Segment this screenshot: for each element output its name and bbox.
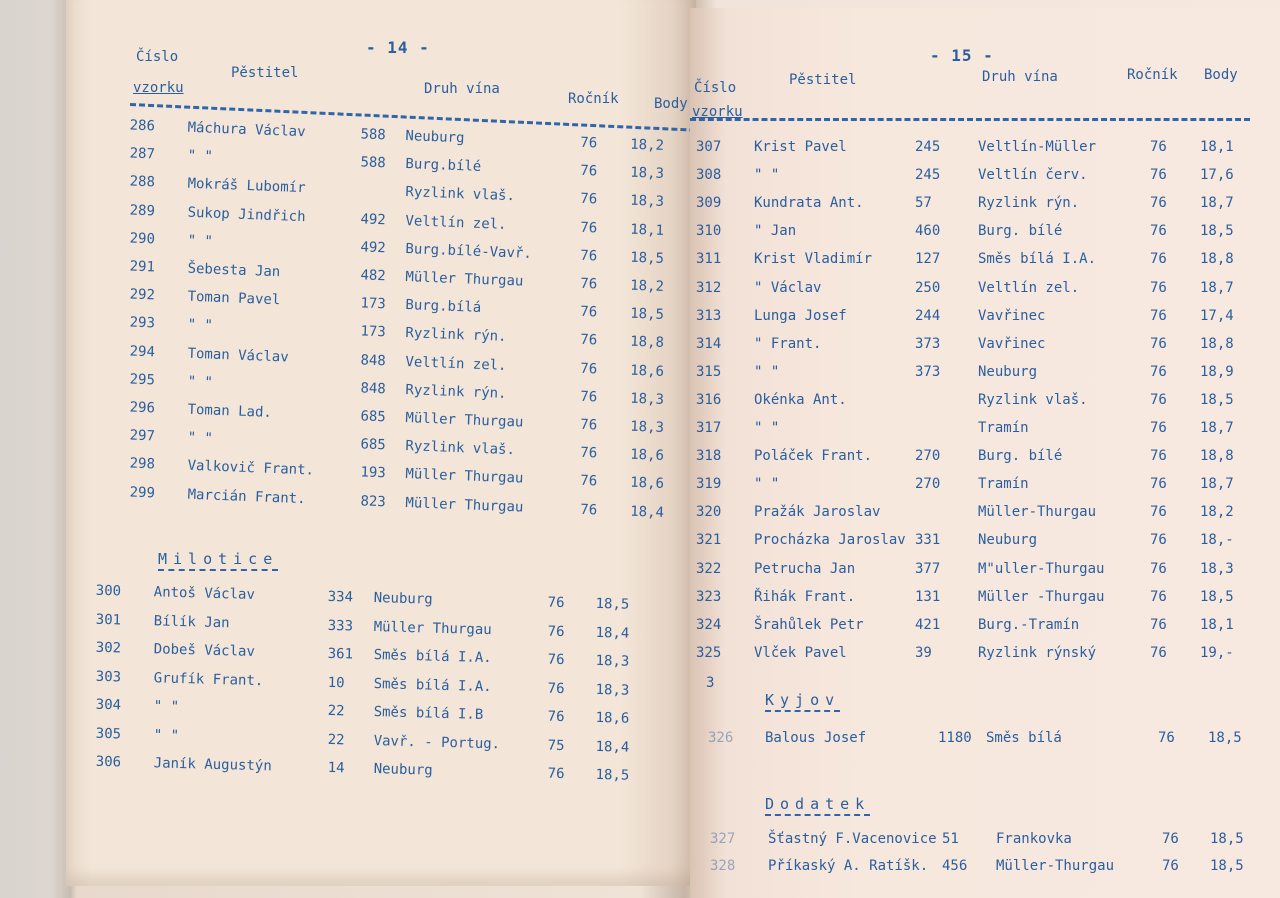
sample-number: 302 — [95, 639, 122, 657]
sample-number: 323 — [696, 588, 722, 605]
sample-number: 296 — [129, 399, 156, 417]
vineyard-number: 173 — [360, 295, 387, 313]
wine-variety: Burg.bílá — [405, 297, 482, 317]
grower-name: Petrucha Jan — [754, 560, 856, 577]
grower-name: " " — [754, 363, 780, 380]
grower-name: Lunga Josef — [754, 307, 847, 324]
wine-variety: Neuburg — [373, 761, 433, 779]
score: 18,7 — [1200, 420, 1234, 436]
vineyard-number: 492 — [360, 239, 387, 257]
grower-name: " Frant. — [754, 335, 822, 352]
header-vzorku: vzorku — [133, 80, 184, 96]
sample-number: 313 — [696, 307, 722, 324]
sample-number: 300 — [95, 582, 122, 600]
score: 18,5 — [629, 305, 665, 324]
wine-variety: Burg.bílé — [405, 156, 482, 176]
stray-mark: 3 — [706, 675, 715, 691]
vineyard-number: 39 — [915, 644, 932, 661]
wine-variety: Burg. bílé — [978, 448, 1063, 465]
grower-name: " " — [187, 147, 214, 165]
grower-name: Máchura Václav — [187, 119, 306, 141]
wine-variety: Vavřinec — [978, 307, 1046, 324]
wine-variety: Veltlín zel. — [978, 279, 1080, 296]
vintage-year: 76 — [580, 501, 598, 518]
vintage-year: 76 — [580, 360, 598, 377]
score: 18,5 — [1200, 391, 1234, 408]
grower-name: Šťastný F.Vacenovice — [768, 831, 937, 847]
vineyard-number: 244 — [915, 307, 941, 324]
vintage-year: 76 — [1150, 167, 1167, 184]
score: 18,5 — [1210, 858, 1244, 874]
score: 18,6 — [595, 709, 630, 727]
header-pestitel: Pěstitel — [789, 72, 857, 88]
grower-name: " " — [187, 373, 214, 391]
score: 18,8 — [629, 334, 665, 352]
vineyard-number: 51 — [942, 831, 959, 847]
wine-variety: Müller Thurgau — [405, 466, 524, 487]
header-body: Body — [1204, 67, 1238, 83]
wine-variety: Frankovka — [996, 831, 1072, 847]
wine-variety: Müller-Thurgau — [978, 504, 1097, 521]
sample-number: 314 — [696, 335, 722, 352]
grower-name: Antoš Václav — [153, 584, 256, 603]
vintage-year: 76 — [1162, 858, 1179, 874]
table-row — [66, 639, 686, 670]
wine-variety: Veltlín zel. — [405, 353, 507, 374]
score: 18,7 — [1200, 195, 1234, 212]
sample-number: 297 — [129, 427, 156, 445]
grower-name: " " — [187, 317, 214, 335]
sample-number: 309 — [696, 195, 722, 212]
grower-name: Kundrata Ant. — [754, 195, 864, 212]
wine-variety: Směs bílá I.A. — [373, 675, 492, 695]
vineyard-number: 14 — [327, 759, 345, 777]
score: 18,3 — [629, 193, 665, 211]
sample-number: 307 — [696, 139, 722, 155]
grower-name: Pražák Jaroslav — [754, 504, 881, 521]
vintage-year: 76 — [547, 594, 565, 612]
section-title-milotice: Milotice — [158, 550, 278, 571]
vineyard-number: 333 — [327, 617, 354, 635]
wine-variety: M"uller-Thurgau — [978, 560, 1105, 577]
sample-number: 326 — [708, 730, 734, 746]
wine-variety: Müller -Thurgau — [978, 588, 1105, 605]
vintage-year: 76 — [1150, 363, 1167, 380]
sample-number: 316 — [696, 391, 722, 408]
vineyard-number: 588 — [360, 126, 387, 144]
wine-variety: Vavřinec — [978, 335, 1046, 352]
vineyard-number: 127 — [915, 251, 941, 268]
vintage-year: 76 — [580, 275, 598, 293]
vintage-year: 76 — [1162, 831, 1179, 847]
sample-number: 303 — [95, 668, 122, 685]
grower-name: " " — [754, 167, 780, 184]
vintage-year: 76 — [1150, 307, 1167, 324]
wine-variety: Müller Thurgau — [405, 269, 524, 290]
score: 18,3 — [1200, 560, 1234, 577]
wine-variety: Müller Thurgau — [405, 410, 524, 431]
grower-name: " " — [187, 429, 214, 447]
score: 18,5 — [1208, 730, 1242, 746]
vintage-year: 76 — [1150, 391, 1167, 408]
wine-variety: Burg. bílé — [978, 223, 1063, 240]
vineyard-number: 482 — [360, 267, 387, 285]
section-title-dodatek: Dodatek — [765, 795, 870, 816]
vintage-year: 76 — [547, 623, 565, 640]
sample-number: 304 — [95, 696, 122, 714]
page-number: - 15 - — [930, 46, 994, 65]
grower-name: Okénka Ant. — [754, 391, 847, 408]
vineyard-number: 823 — [360, 492, 387, 510]
vintage-year: 76 — [547, 651, 565, 669]
sample-number: 298 — [129, 455, 156, 473]
grower-name: Dobeš Václav — [153, 641, 256, 660]
sample-number: 319 — [696, 476, 722, 493]
score: 18,4 — [595, 738, 630, 756]
vintage-year: 76 — [1150, 560, 1167, 577]
vineyard-number: 57 — [915, 195, 932, 212]
vintage-year: 76 — [580, 191, 598, 208]
sample-number: 322 — [696, 560, 722, 577]
vintage-year: 76 — [580, 219, 598, 236]
score: 18,3 — [595, 652, 630, 670]
sample-number: 286 — [129, 117, 156, 135]
score: 18,3 — [595, 681, 630, 699]
sample-number: 293 — [129, 314, 156, 332]
vineyard-number: 588 — [360, 154, 387, 172]
vineyard-number: 460 — [915, 223, 941, 240]
sample-number: 325 — [696, 644, 722, 661]
wine-variety: Směs bílá — [986, 730, 1062, 746]
score: 18,3 — [629, 164, 665, 183]
grower-name: " " — [187, 232, 214, 250]
table-row — [66, 753, 686, 784]
vineyard-number: 377 — [915, 560, 941, 577]
vintage-year: 76 — [547, 680, 565, 697]
wine-variety: Ryzlink rýn. — [405, 381, 507, 402]
grower-name: Bílík Jan — [153, 612, 230, 631]
header-cislo: Číslo — [694, 80, 737, 96]
vintage-year: 76 — [580, 332, 598, 349]
sample-number: 287 — [129, 145, 156, 163]
wine-variety: Neuburg — [978, 532, 1038, 549]
header-druh-vina: Druh vína — [982, 69, 1058, 85]
sample-number: 291 — [129, 258, 156, 276]
vintage-year: 76 — [1150, 195, 1167, 212]
vineyard-number: 373 — [915, 363, 941, 380]
header-body: Body — [654, 96, 688, 112]
header-rocnik: Ročník — [1127, 67, 1178, 83]
vineyard-number: 10 — [327, 674, 345, 691]
vineyard-number: 245 — [915, 139, 941, 155]
wine-variety: Neuburg — [373, 590, 433, 608]
sample-number: 288 — [129, 173, 156, 191]
wine-variety: Veltlín-Müller — [978, 139, 1097, 155]
vineyard-number: 22 — [327, 731, 345, 748]
grower-name: Toman Václav — [187, 345, 289, 366]
grower-name: " " — [754, 420, 780, 436]
vineyard-number: 270 — [915, 448, 941, 465]
vineyard-number: 193 — [360, 464, 387, 482]
score: 18,5 — [1200, 223, 1234, 240]
grower-name: " Václav — [754, 279, 822, 296]
grower-name: Krist Pavel — [754, 139, 847, 155]
grower-name: Toman Pavel — [187, 288, 281, 309]
score: 18,- — [1200, 532, 1234, 549]
wine-variety: Směs bílá I.B — [373, 704, 484, 723]
vineyard-number: 848 — [360, 380, 387, 398]
sample-number: 328 — [710, 858, 736, 874]
vintage-year: 76 — [580, 444, 598, 462]
grower-name: " " — [153, 698, 180, 715]
vintage-year: 76 — [1150, 644, 1167, 661]
vineyard-number: 373 — [915, 335, 941, 352]
wine-variety: Veltlín zel. — [405, 212, 507, 233]
sample-number: 321 — [696, 532, 722, 549]
wine-variety: Ryzlink rýn. — [978, 195, 1080, 212]
score: 19,- — [1200, 644, 1234, 661]
wine-variety: Müller-Thurgau — [996, 858, 1115, 874]
sample-number: 289 — [129, 202, 156, 220]
wine-variety: Burg.-Tramín — [978, 616, 1080, 633]
grower-name: Vlček Pavel — [754, 644, 847, 661]
score: 17,4 — [1200, 307, 1234, 324]
vineyard-number: 334 — [327, 588, 354, 606]
score: 18,2 — [629, 277, 665, 295]
vineyard-number: 131 — [915, 588, 941, 605]
vintage-year: 76 — [1150, 476, 1167, 493]
score: 18,5 — [595, 595, 630, 613]
vintage-year: 76 — [547, 708, 565, 726]
vintage-year: 76 — [1150, 223, 1167, 240]
vineyard-number: 456 — [942, 858, 968, 874]
sample-number: 317 — [696, 420, 722, 436]
wine-variety: Směs bílá I.A. — [978, 251, 1097, 268]
page-number: - 14 - — [366, 38, 430, 57]
grower-name: Toman Lad. — [187, 401, 273, 421]
grower-name: Příkaský A. Ratíšk. — [768, 858, 929, 874]
sample-number: 320 — [696, 504, 722, 521]
vineyard-number: 685 — [360, 408, 387, 426]
vintage-year: 76 — [580, 416, 598, 434]
right-page — [690, 8, 1280, 898]
vintage-year: 76 — [580, 388, 598, 406]
score: 18,6 — [629, 362, 665, 380]
wine-variety: Burg.bílé-Vavř. — [405, 240, 533, 262]
grower-name: Šebesta Jan — [187, 260, 281, 281]
vintage-year: 76 — [1150, 504, 1167, 521]
vintage-year: 76 — [1150, 532, 1167, 549]
sample-number: 327 — [710, 831, 736, 847]
grower-name: Poláček Frant. — [754, 448, 873, 465]
vintage-year: 76 — [1150, 448, 1167, 465]
sample-number: 311 — [696, 251, 722, 268]
score: 18,2 — [1200, 504, 1234, 521]
vintage-year: 76 — [547, 765, 565, 783]
grower-name: Valkovič Frant. — [187, 458, 315, 479]
wine-variety: Müller Thurgau — [405, 494, 524, 516]
score: 18,1 — [1200, 616, 1234, 633]
vintage-year: 76 — [1150, 251, 1167, 268]
score: 18,1 — [1200, 139, 1234, 155]
sample-number: 310 — [696, 223, 722, 240]
vintage-year: 76 — [580, 247, 598, 265]
wine-variety: Veltlín červ. — [978, 167, 1088, 184]
vineyard-number: 173 — [360, 323, 387, 341]
vintage-year: 76 — [580, 303, 598, 321]
wine-variety: Směs bílá I.A. — [373, 647, 492, 667]
score: 18,7 — [1200, 476, 1234, 493]
score: 18,5 — [629, 249, 665, 267]
sample-number: 301 — [95, 611, 122, 628]
sample-number: 295 — [129, 371, 156, 389]
score: 18,5 — [1210, 831, 1244, 847]
vintage-year: 76 — [1150, 279, 1167, 296]
grower-name: " Jan — [754, 223, 797, 240]
wine-variety: Vavř. - Portug. — [373, 732, 501, 752]
sample-number: 315 — [696, 363, 722, 380]
sample-number: 299 — [129, 484, 156, 502]
vintage-year: 76 — [1150, 139, 1167, 155]
grower-name: Sukop Jindřich — [187, 204, 306, 225]
sample-number: 306 — [95, 753, 122, 771]
score: 18,2 — [629, 136, 665, 154]
grower-name: " " — [754, 476, 780, 493]
wine-variety: Ryzlink vlaš. — [978, 391, 1088, 408]
score: 18,8 — [1200, 335, 1234, 352]
table-row — [66, 725, 686, 756]
score: 18,6 — [629, 475, 665, 493]
header-vzorku: vzorku — [692, 104, 743, 120]
vintage-year: 76 — [1150, 335, 1167, 352]
vineyard-number: 421 — [915, 616, 941, 633]
table-row — [66, 611, 686, 642]
wine-variety: Neuburg — [405, 128, 465, 147]
grower-name: Janík Augustýn — [153, 755, 272, 775]
score: 18,7 — [1200, 279, 1234, 296]
score: 18,4 — [595, 624, 630, 642]
wine-variety: Neuburg — [978, 363, 1038, 380]
vineyard-number: 331 — [915, 532, 941, 549]
vineyard-number: 22 — [327, 702, 345, 720]
sample-number: 294 — [129, 343, 156, 361]
sample-number: 290 — [129, 230, 156, 248]
score: 17,6 — [1200, 167, 1234, 184]
vintage-year: 76 — [1150, 420, 1167, 436]
sample-number: 312 — [696, 279, 722, 296]
score: 18,5 — [1200, 588, 1234, 605]
vintage-year: 76 — [580, 134, 598, 152]
wine-variety: Ryzlink rýnský — [978, 644, 1097, 661]
vineyard-number: 848 — [360, 351, 387, 369]
score: 18,9 — [1200, 363, 1234, 380]
wine-variety: Tramín — [978, 476, 1029, 493]
vineyard-number: 270 — [915, 476, 941, 493]
section-title-kyjov: Kyjov — [765, 691, 840, 712]
score: 18,4 — [629, 503, 665, 521]
wine-variety: Ryzlink vlaš. — [405, 438, 516, 459]
score: 18,1 — [629, 221, 665, 239]
left-page — [66, 0, 696, 886]
table-row — [66, 582, 686, 613]
sample-number: 305 — [95, 725, 122, 742]
grower-name: Balous Josef — [765, 730, 867, 746]
sample-number: 324 — [696, 616, 722, 633]
header-pestitel: Pěstitel — [231, 65, 299, 81]
score: 18,8 — [1200, 251, 1234, 268]
vineyard-number: 361 — [327, 645, 354, 663]
wine-variety: Müller Thurgau — [373, 618, 492, 638]
vintage-year: 76 — [580, 162, 598, 180]
sample-number: 292 — [129, 286, 156, 304]
wine-variety: Tramín — [978, 420, 1029, 436]
grower-name: " " — [153, 726, 180, 744]
sample-number: 308 — [696, 167, 722, 184]
vineyard-number: 245 — [915, 167, 941, 184]
vineyard-number: 250 — [915, 279, 941, 296]
score: 18,8 — [1200, 448, 1234, 465]
grower-name: Krist Vladimír — [754, 251, 873, 268]
grower-name: Šrahůlek Petr — [754, 616, 864, 633]
wine-variety: Ryzlink vlaš. — [405, 184, 516, 205]
vintage-year: 76 — [1158, 730, 1175, 746]
vintage-year: 75 — [547, 737, 565, 754]
score: 18,6 — [629, 446, 665, 465]
grower-name: Marcián Frant. — [187, 486, 306, 507]
score: 18,3 — [629, 390, 665, 408]
sample-number: 318 — [696, 448, 722, 465]
vintage-year: 76 — [1150, 616, 1167, 633]
vineyard-number: 685 — [360, 436, 387, 454]
grower-name: Grufík Frant. — [153, 669, 264, 689]
grower-name: Procházka Jaroslav — [754, 532, 906, 549]
table-row — [66, 668, 686, 699]
header-rocnik: Ročník — [568, 91, 619, 107]
header-cislo: Číslo — [136, 49, 179, 65]
score: 18,3 — [629, 418, 665, 436]
header-druh-vina: Druh vína — [424, 81, 500, 97]
header-rule — [690, 118, 1250, 121]
vineyard-number: 1180 — [938, 730, 972, 746]
score: 18,5 — [595, 766, 630, 784]
grower-name: Řihák Frant. — [754, 588, 856, 605]
vineyard-number: 492 — [360, 210, 387, 228]
wine-variety: Ryzlink rýn. — [405, 325, 507, 346]
table-row — [66, 696, 686, 727]
grower-name: Mokráš Lubomír — [187, 176, 306, 197]
vintage-year: 76 — [580, 473, 598, 490]
vintage-year: 76 — [1150, 588, 1167, 605]
